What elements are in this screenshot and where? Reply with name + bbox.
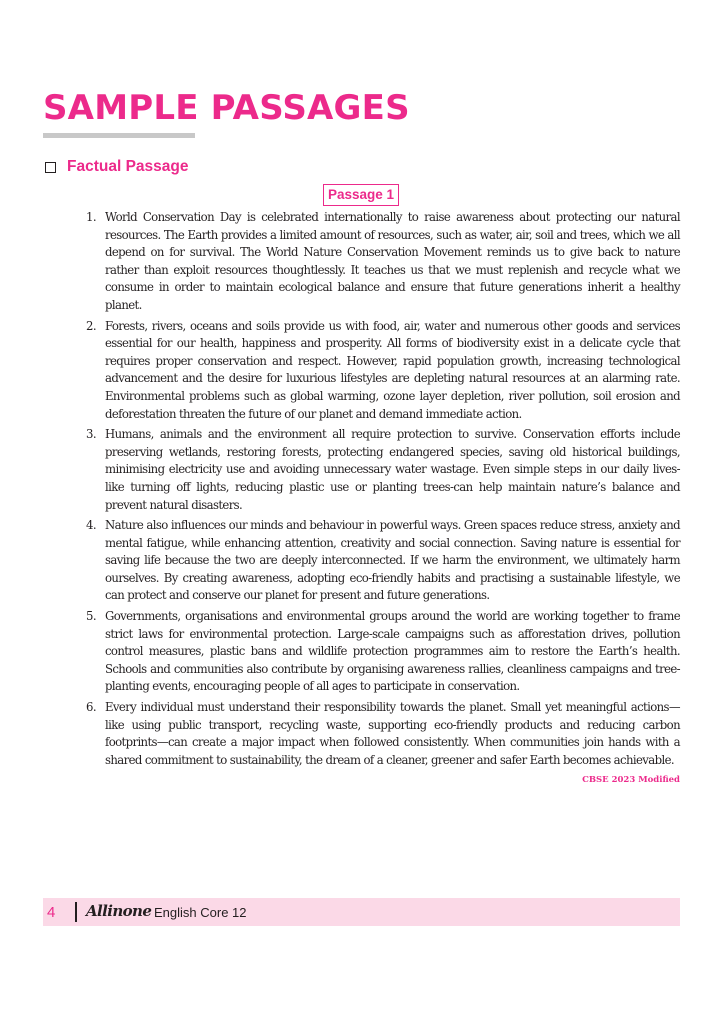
- footer-divider: [75, 902, 77, 922]
- paragraph-number: 5.: [86, 609, 96, 624]
- paragraph-number: 2.: [86, 318, 96, 333]
- passage-label: Passage 1: [323, 184, 399, 206]
- checkbox-icon: [45, 162, 56, 173]
- paragraph-text: Governments, organisations and environmental groups around the world are working together to frame strict laws for environmental protection. Large-scale campaigns such as afforestation drives, pollution control measures, plastic bans and wildlife protection programmes aim to restore the Earth’s health. Schools and communities also contribute by organising awareness rallies, cleanliness campaigns and tree-planting events, encouraging people of all ages to participate in conservation.: [105, 609, 680, 694]
- page-number: 4: [47, 904, 56, 921]
- passage-paragraph: [86, 209, 680, 315]
- passage-paragraph: [86, 318, 680, 424]
- passage-paragraph: [86, 517, 680, 605]
- paragraph-text: Every individual must understand their responsibility towards the planet. Small yet meaningful actions—like using public transport, recycling waste, supporting eco-friendly products and reducing carbon footprints—can create a major impact when followed consistently. When communities join hands with a shared commitment to sustainability, the dream of a cleaner, greener and safer Earth becomes achievable.: [105, 700, 680, 767]
- passage-paragraph: [86, 608, 680, 696]
- paragraph-number: 6.: [86, 700, 96, 715]
- passage-paragraph: [86, 426, 680, 514]
- brand-logo: Allinone: [86, 902, 152, 920]
- paragraph-text: Nature also influences our minds and behaviour in powerful ways. Green spaces reduce stress, anxiety and mental fatigue, while enhancing attention, creativity and social connection. Saving nature is essential for saving life because the two are deeply interconnected. If we harm the environment, we ultimately harm ourselves. By creating awareness, adopting eco-friendly habits and practising a sustainable lifestyle, we can protect and conserve our planet for present and future generations.: [105, 518, 680, 603]
- footer-subject: English Core 12: [154, 905, 247, 920]
- passage-list: [86, 209, 680, 790]
- paragraph-text: Humans, animals and the environment all require protection to survive. Conservation efforts include preserving wetlands, restoring forests, protecting endangered species, saving old historical buildings, minimising electricity use and avoiding unnecessary water wastage. Even simple steps in our daily lives-like turning off lights, reducing plastic use or planting trees-can help maintain nature’s balance and prevent natural disasters.: [105, 427, 680, 512]
- passage-paragraph: [86, 699, 680, 786]
- page-title: SAMPLE PASSAGES: [43, 88, 410, 128]
- paragraph-number: 1.: [86, 210, 96, 224]
- source-tag: CBSE 2023 Modified: [582, 775, 680, 786]
- paragraph-text: Forests, rivers, oceans and soils provide us with food, air, water and numerous other goods and services essential for our health, happiness and prosperity. All forms of biodiversity exist in a delicate cycle that requires proper conservation and respect. However, rapid population growth, increasing technological advancement and the desire for luxurious lifestyles are depleting natural resources at an alarming rate. Environmental problems such as global warming, ozone layer depletion, river pollution, soil erosion and deforestation threaten the future of our planet and demand immediate action.: [105, 318, 680, 421]
- paragraph-text: World Conservation Day is celebrated internationally to raise awareness about protecting our natural resources. The Earth provides a limited amount of resources, such as water, air, soil and trees, which we all depend on for survival. The World Nature Conservation Movement reminds us to give back to nature rather than exploit resources thoughtlessly. It teaches us that we must replenish and recycle what we consume in order to maintain ecological balance and ensure that future generations inherit a healthy planet.: [105, 210, 680, 312]
- title-underline: [43, 133, 195, 138]
- footer-bar: [43, 898, 680, 926]
- section-label: Factual Passage: [67, 158, 189, 175]
- paragraph-number: 4.: [86, 518, 96, 533]
- section-heading: [45, 156, 188, 178]
- paragraph-number: 3.: [86, 427, 96, 442]
